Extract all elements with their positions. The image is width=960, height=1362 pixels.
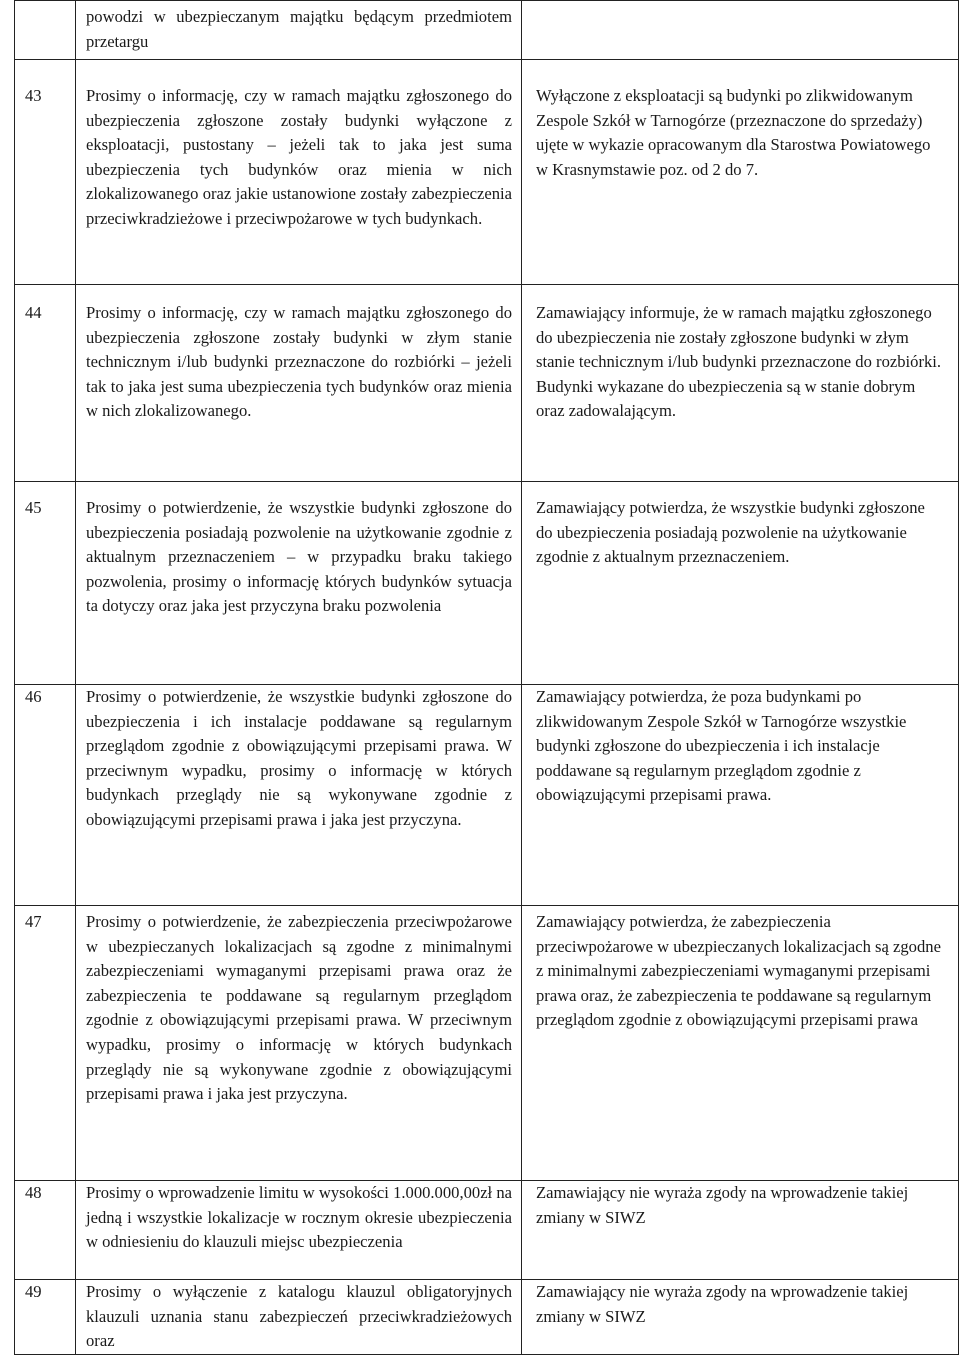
qa-table — [14, 0, 959, 1355]
table-row — [15, 685, 959, 906]
table-row — [15, 60, 959, 285]
row-number — [15, 1, 76, 60]
answer-text: Wyłączone z eksploatacji są budynki po zlikwidowanym Zespole Szkół w Tarnogórze (przeznaczone do sprzedaży) ujęte w wykazie opracowanym dla Starostwa Powiatowego w Krasnymstawie poz. od 2 do 7. — [522, 60, 959, 285]
question-text: Prosimy o informację, czy w ramach majątku zgłoszonego do ubezpieczenia zgłoszone zostały budynki wyłączone z eksploatacji, pustostany – jeżeli tak to jaka jest suma ubezpieczenia tych budynków oraz mienia w nich zlokalizowanego oraz jakie ustanowione zostały zabezpieczenia przeciwkradzieżowe i przeciwpożarowe w tych budynkach. — [76, 60, 522, 285]
answer-text: Zamawiający nie wyraża zgody na wprowadzenie takiej zmiany w SIWZ — [522, 1181, 959, 1280]
row-number: 44 — [15, 285, 76, 482]
table-row — [15, 482, 959, 685]
row-number: 43 — [15, 60, 76, 285]
answer-text — [522, 1, 959, 60]
question-text: Prosimy o potwierdzenie, że wszystkie budynki zgłoszone do ubezpieczenia posiadają pozwolenie na użytkowanie zgodnie z aktualnym przeznaczeniem – w przypadku braku takiego pozwolenia, prosimy o informację których budynków sytuacja ta dotyczy oraz jaka jest przyczyna braku pozwolenia — [76, 482, 522, 685]
table-row — [15, 1181, 959, 1280]
answer-text: Zamawiający potwierdza, że poza budynkami po zlikwidowanym Zespole Szkół w Tarnogórze wszystkie budynki zgłoszone do ubezpieczenia i ich instalacje poddawane są regularnym przeglądom zgodnie z obowiązującymi przepisami prawa. — [522, 685, 959, 906]
table-row — [15, 285, 959, 482]
answer-text: Zamawiający potwierdza, że zabezpieczenia przeciwpożarowe w ubezpieczanych lokalizacjach są zgodne z minimalnymi zabezpieczeniami wymaganymi przepisami prawa oraz, że zabezpieczenia te poddawane są regularnym przeglądom zgodnie z obowiązującymi przepisami prawa — [522, 906, 959, 1181]
row-number: 47 — [15, 906, 76, 1181]
row-number: 49 — [15, 1280, 76, 1355]
question-text: Prosimy o potwierdzenie, że zabezpieczenia przeciwpożarowe w ubezpieczanych lokalizacjach są zgodne z minimalnymi zabezpieczeniami wymaganymi przepisami prawa oraz że zabezpieczenia te poddawane są regularnym przeglądom zgodnie z obowiązującymi przepisami prawa. W przeciwnym wypadku, prosimy o informację w których budynkach przeglądy nie są wykonywane zgodnie z obowiązującymi przepisami prawa i jaka jest przyczyna. — [76, 906, 522, 1181]
table-row — [15, 906, 959, 1181]
question-text: Prosimy o potwierdzenie, że wszystkie budynki zgłoszone do ubezpieczenia i ich instalacje poddawane są regularnym przeglądom zgodnie z obowiązującymi przepisami prawa. W przeciwnym wypadku, prosimy o informację w których budynkach przeglądy nie są wykonywane zgodnie z obowiązującymi przepisami prawa i jaka jest przyczyna. — [76, 685, 522, 906]
row-number: 46 — [15, 685, 76, 906]
question-text: Prosimy o wprowadzenie limitu w wysokości 1.000.000,00zł na jedną i wszystkie lokalizacje w rocznym okresie ubezpieczenia w odniesieniu do klauzuli miejsc ubezpieczenia — [76, 1181, 522, 1280]
table-row — [15, 1, 959, 60]
answer-text: Zamawiający potwierdza, że wszystkie budynki zgłoszone do ubezpieczenia posiadają pozwolenie na użytkowanie zgodnie z aktualnym przeznaczeniem. — [522, 482, 959, 685]
question-text: Prosimy o informację, czy w ramach majątku zgłoszonego do ubezpieczenia zgłoszone zostały budynki w złym stanie technicznym i/lub budynki przeznaczone do rozbiórki – jeżeli tak to jaka jest suma ubezpieczenia tych budynków oraz mienia w nich zlokalizowanego. — [76, 285, 522, 482]
row-number: 45 — [15, 482, 76, 685]
answer-text: Zamawiający nie wyraża zgody na wprowadzenie takiej zmiany w SIWZ — [522, 1280, 959, 1355]
row-number: 48 — [15, 1181, 76, 1280]
question-text: powodzi w ubezpieczanym majątku będącym przedmiotem przetargu — [76, 1, 522, 60]
answer-text: Zamawiający informuje, że w ramach majątku zgłoszonego do ubezpieczenia nie zostały zgłoszone budynki w złym stanie technicznym i/lub budynki przeznaczone do rozbiórki. Budynki wykazane do ubezpieczenia są w stanie dobrym oraz zadowalającym. — [522, 285, 959, 482]
table-row — [15, 1280, 959, 1355]
question-text: Prosimy o wyłączenie z katalogu klauzul obligatoryjnych klauzuli uznania stanu zabezpieczeń przeciwkradzieżowych oraz — [76, 1280, 522, 1355]
